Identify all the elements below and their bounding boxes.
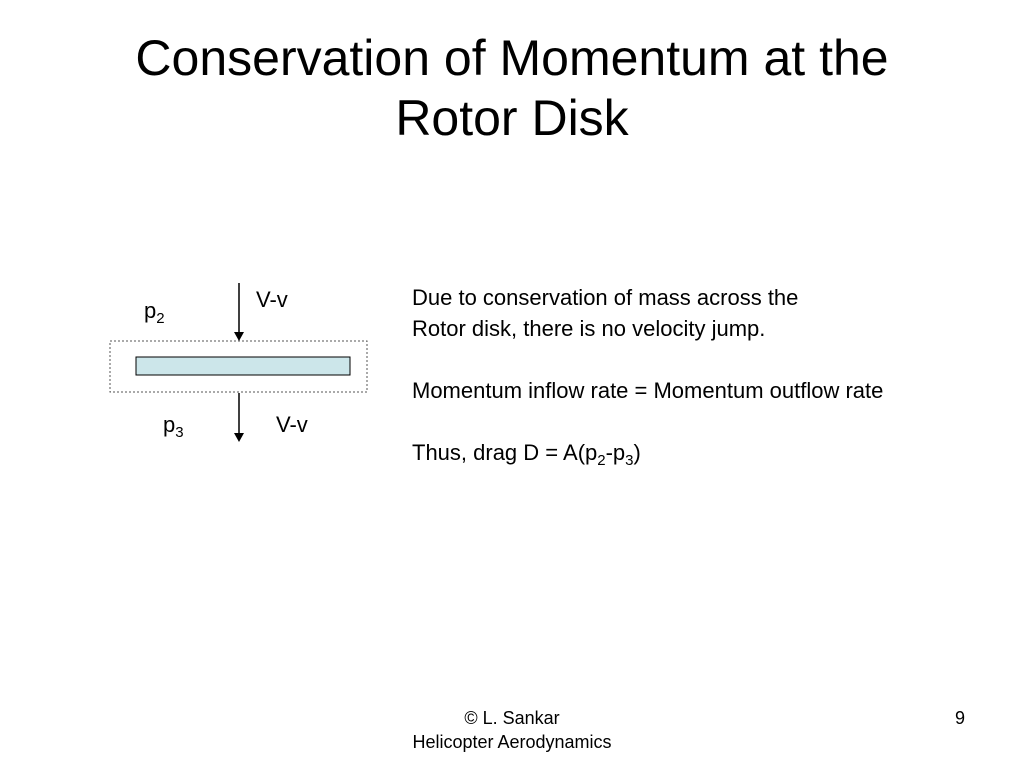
footer-credit xyxy=(362,706,662,754)
footer-course: Helicopter Aerodynamics xyxy=(412,732,612,752)
rotor-disk xyxy=(136,357,350,375)
mass-conservation-line2: Rotor disk, there is no velocity jump. xyxy=(412,316,766,341)
momentum-statement: Momentum inflow rate = Momentum outflow rate xyxy=(412,378,884,403)
upstream-velocity-arrow-icon xyxy=(234,283,244,341)
downstream-pressure-label: $p_3$ xyxy=(163,412,184,441)
slide-title-line1: Conservation of Momentum at the xyxy=(135,30,889,86)
upstream-velocity-label: V-v xyxy=(256,287,288,312)
page-number: 9 xyxy=(954,708,965,728)
upstream-pressure-label: $p_2$ xyxy=(144,298,165,327)
footer-author: © L. Sankar xyxy=(464,708,560,728)
downstream-velocity-arrow-icon xyxy=(234,393,244,442)
slide-title-line2: Rotor Disk xyxy=(395,90,629,146)
downstream-velocity-label: V-v xyxy=(276,412,308,437)
drag-equation: Thus, drag $D = A(p_2-p_3)$ xyxy=(412,440,641,469)
mass-conservation-line1: Due to conservation of mass across the xyxy=(412,285,799,310)
explanation-text xyxy=(412,282,1012,468)
